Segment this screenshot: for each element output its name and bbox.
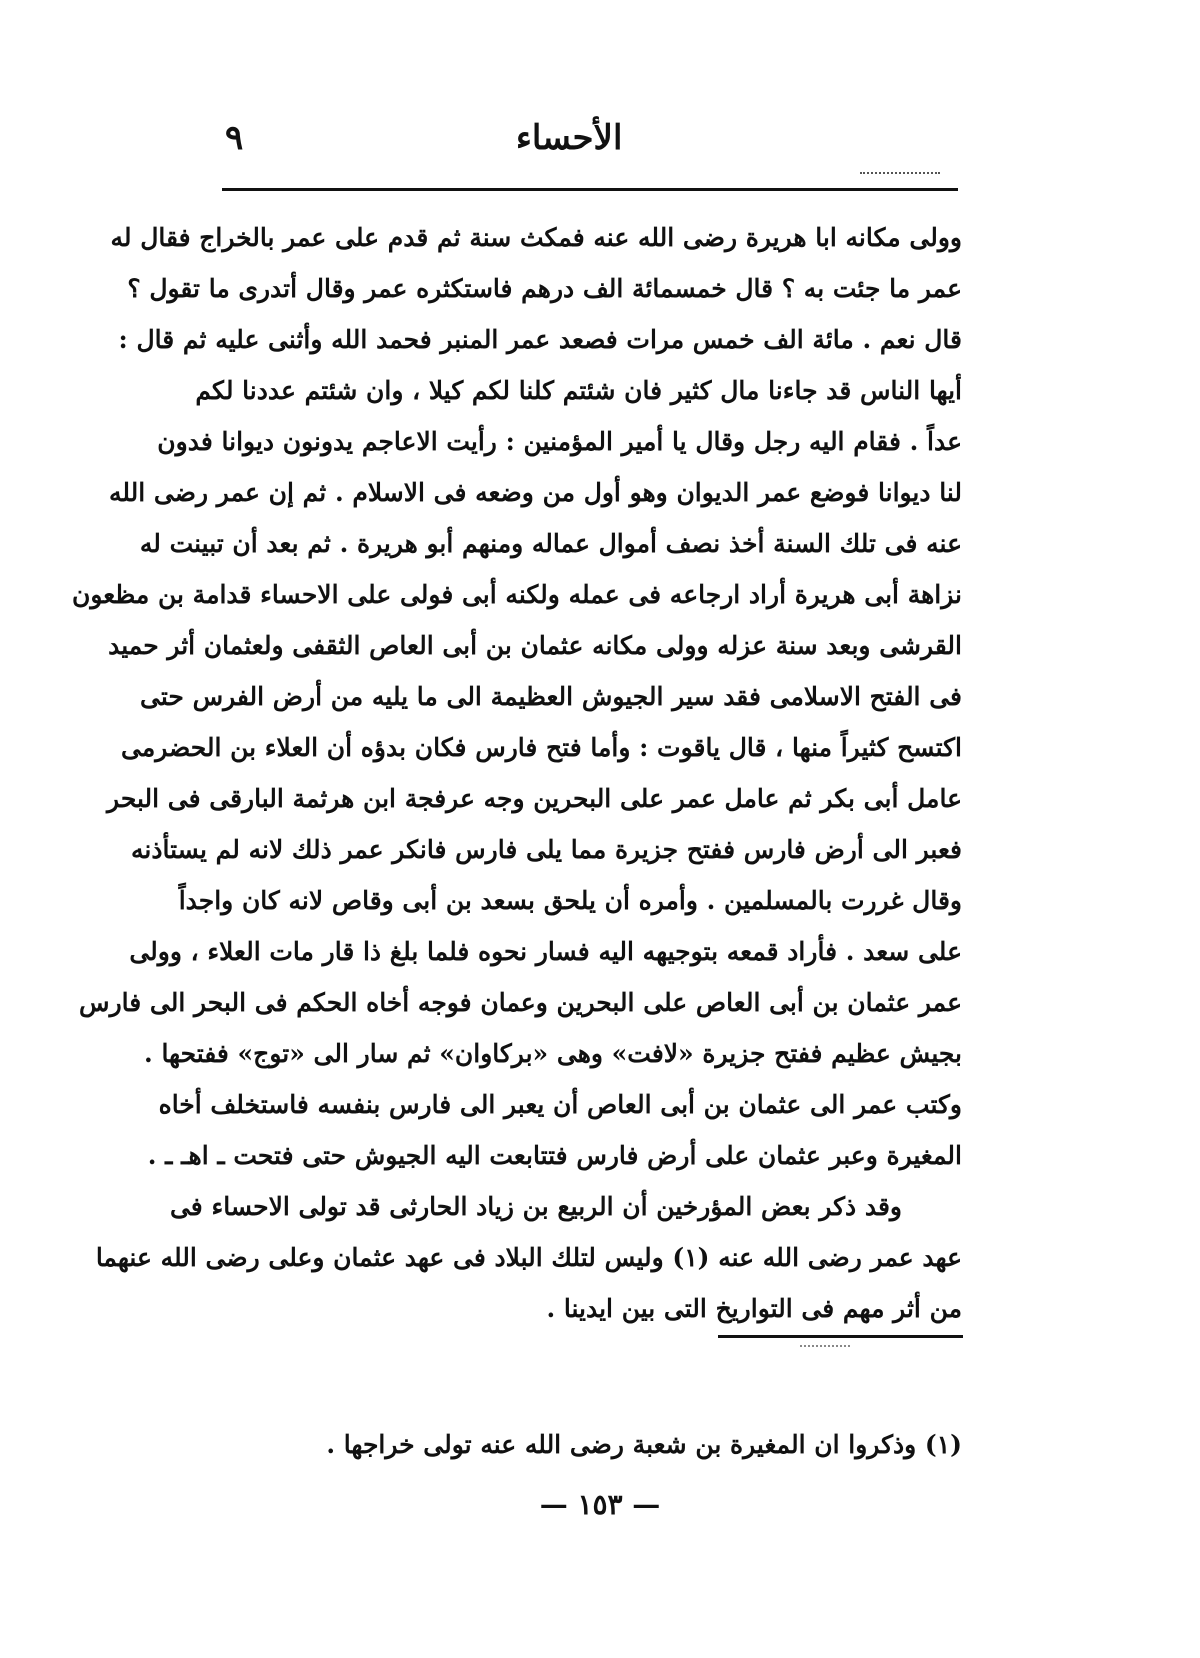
footnote-specks (800, 1345, 850, 1367)
header-specks (860, 172, 940, 178)
text-line: لنا ديوانا فوضع عمر الديوان وهو أول من وضعه فى الاسلام . ثم إن عمر رضى الله (108, 478, 962, 507)
header-rule (222, 188, 958, 191)
text-line: من أثر مهم فى التواريخ التى بين ايدينا . (546, 1294, 962, 1323)
text-line: وقال غررت بالمسلمين . وأمره أن يلحق بسعد بن أبى وقاص لانه كان واجداً (178, 886, 962, 915)
text-line: وولى مكانه ابا هريرة رضى الله عنه فمكث سنة ثم قدم على عمر بالخراج فقال له (110, 223, 962, 252)
text-line: بجيش عظيم ففتح جزيرة «لافت» وهى «بركاوان» ثم سار الى «توج» ففتحها . (144, 1039, 962, 1068)
text-line: على سعد . فأراد قمعه بتوجيهه اليه فسار نحوه فلما بلغ ذا قار مات العلاء ، وولى (129, 937, 962, 966)
running-head-page-label: ٩ (225, 118, 244, 158)
text-line: عمر عثمان بن أبى العاص على البحرين وعمان فوجه أخاه الحكم فى البحر الى فارس (79, 988, 962, 1017)
text-line: أيها الناس قد جاءنا مال كثير فان شئتم كلنا لكم كيلا ، وان شئتم عددنا لكم (195, 376, 962, 405)
running-head-title: الأحساء (515, 118, 623, 158)
running-head (225, 108, 955, 168)
text-line: عنه فى تلك السنة أخذ نصف أموال عماله ومنهم أبو هريرة . ثم بعد أن تبينت له (139, 529, 962, 558)
text-line: وقد ذكر بعض المؤرخين أن الربيع بن زياد الحارثى قد تولى الاحساء فى (169, 1192, 902, 1221)
text-line: عداً . فقام اليه رجل وقال يا أمير المؤمنين : رأيت الاعاجم يدونون ديوانا فدون (157, 427, 962, 456)
footnote-rule (718, 1335, 963, 1338)
body-text (72, 212, 962, 1334)
text-line: عهد عمر رضى الله عنه (١) وليس لتلك البلاد فى عهد عثمان وعلى رضى الله عنهما (95, 1243, 962, 1272)
text-line: عامل أبى بكر ثم عامل عمر على البحرين وجه عرفجة ابن هرثمة البارقى فى البحر (107, 784, 962, 813)
text-line: اكتسح كثيراً منها ، قال ياقوت : وأما فتح فارس فكان بدؤه أن العلاء بن الحضرمى (121, 733, 962, 762)
text-line: قال نعم . مائة الف خمس مرات فصعد عمر المنبر فحمد الله وأثنى عليه ثم قال : (118, 325, 962, 354)
text-line: فعبر الى أرض فارس ففتح جزيرة مما يلى فارس فانكر عمر ذلك لانه لم يستأذنه (131, 835, 962, 864)
text-line: المغيرة وعبر عثمان على أرض فارس فتتابعت اليه الجيوش حتى فتحت ـ اهـ ـ . (147, 1141, 962, 1170)
text-line: وكتب عمر الى عثمان بن أبى العاص أن يعبر الى فارس بنفسه فاستخلف أخاه (158, 1090, 962, 1119)
text-line: نزاهة أبى هريرة أراد ارجاعه فى عمله ولكنه أبى فولى على الاحساء قدامة بن مظعون (72, 580, 962, 609)
text-line: عمر ما جئت به ؟ قال خمسمائة الف درهم فاستكثره عمر وقال أتدرى ما تقول ؟ (127, 274, 962, 303)
text-line: القرشى وبعد سنة عزله وولى مكانه عثمان بن أبى العاص الثقفى ولعثمان أثر حميد (108, 631, 962, 660)
footnote: (١) وذكروا ان المغيرة بن شعبة رضى الله عنه تولى خراجها . (326, 1430, 962, 1459)
page-number: — ١٥٣ — (539, 1488, 661, 1521)
text-line: فى الفتح الاسلامى فقد سير الجيوش العظيمة الى ما يليه من أرض الفرس حتى (140, 682, 962, 711)
